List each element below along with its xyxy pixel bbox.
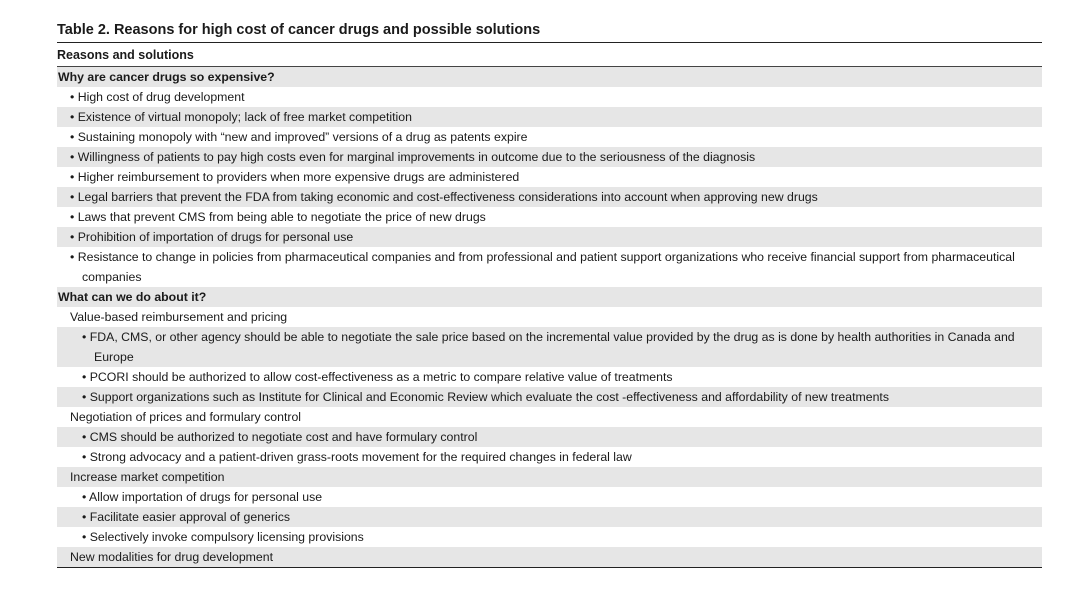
table-row: • Prohibition of importation of drugs for personal use xyxy=(57,227,1042,247)
column-header: Reasons and solutions xyxy=(57,43,1042,67)
table-row: • Higher reimbursement to providers when more expensive drugs are administered xyxy=(70,170,520,184)
table-row: • Strong advocacy and a patient-driven grass-roots movement for the required changes in federal law xyxy=(82,450,632,464)
table-row: • CMS should be authorized to negotiate cost and have formulary control xyxy=(57,427,1042,447)
table-row: • Support organizations such as Institute for Clinical and Economic Review which evaluate the cost -effectiveness and affordability of new treatments xyxy=(57,387,1042,407)
table-title: Table 2. Reasons for high cost of cancer drugs and possible solutions xyxy=(57,22,541,38)
table-row: • FDA, CMS, or other agency should be able to negotiate the sale price based on the incremental value provided by the drug as is done by health authorities in Canada and Europe xyxy=(57,327,1042,367)
table-row: • Resistance to change in policies from pharmaceutical companies and from professional and patient support organizations who receive financial support from pharmaceutical companies xyxy=(70,250,1015,284)
subsection-heading: Increase market competition xyxy=(57,467,1042,487)
table-row: • Laws that prevent CMS from being able to negotiate the price of new drugs xyxy=(70,210,486,224)
subsection-heading: Negotiation of prices and formulary control xyxy=(70,410,302,424)
table-row: • Existence of virtual monopoly; lack of free market competition xyxy=(57,107,1042,127)
table-figure xyxy=(57,20,1042,568)
table-row: • Allow importation of drugs for personal use xyxy=(82,490,323,504)
section-heading: Why are cancer drugs so expensive? xyxy=(57,67,1042,87)
table-row: • Legal barriers that prevent the FDA from taking economic and cost-effectiveness considerations into account when approving new drugs xyxy=(57,187,1042,207)
table-row: • Sustaining monopoly with “new and improved” versions of a drug as patents expire xyxy=(70,130,528,144)
table-row: • High cost of drug development xyxy=(70,90,245,104)
table-row: • PCORI should be authorized to allow cost-effectiveness as a metric to compare relative value of treatments xyxy=(82,370,673,384)
table-row: • Facilitate easier approval of generics xyxy=(57,507,1042,527)
bottom-rule xyxy=(57,567,1042,568)
subsection-heading: New modalities for drug development xyxy=(57,547,1042,567)
subsection-heading: Value-based reimbursement and pricing xyxy=(70,310,288,324)
table-row: • Selectively invoke compulsory licensing provisions xyxy=(82,530,364,544)
table-row: • Willingness of patients to pay high costs even for marginal improvements in outcome due to the seriousness of the diagnosis xyxy=(57,147,1042,167)
section-heading: What can we do about it? xyxy=(57,287,1042,307)
table-body xyxy=(57,67,1042,567)
